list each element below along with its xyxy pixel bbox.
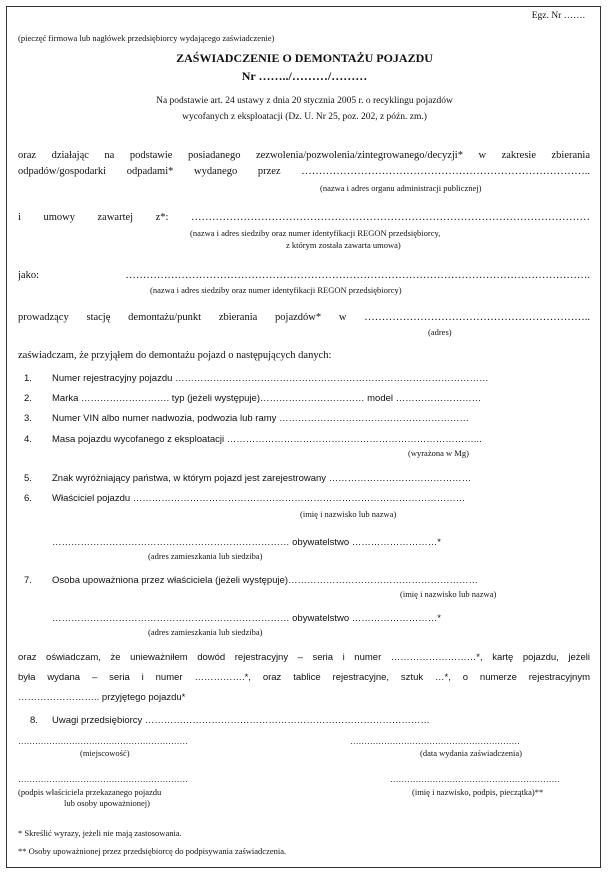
permit-line1: oraz działając na podstawie posiadanego zezwolenia/pozwolenia/zintegrowanego/decyzji* w zakresie zbierania xyxy=(18,150,590,161)
place-dots: …………………………………………………… xyxy=(18,736,188,746)
stamp-caption: (pieczęć firmowa lub nagłówek przedsiębiorcy wydającego zaświadczenie) xyxy=(18,33,275,43)
date-label: (data wydania zaświadczenia) xyxy=(420,748,522,758)
item-number: 3. xyxy=(24,413,32,424)
item-make-type-model: Marka ………………………. typ (jeżeli występuje)…………………………… model ……………………… xyxy=(52,393,482,404)
item-number: 4. xyxy=(24,434,32,445)
item-number: 1. xyxy=(24,373,32,384)
permit-hint: (nazwa i adres organu administracji publicznej) xyxy=(320,183,482,193)
legal-basis-line2: wycofanych z eksploatacji (Dz. U. Nr 25, poz. 202, z późn. zm.) xyxy=(182,112,427,122)
owner-address-hint: (adres zamieszkania lub siedziba) xyxy=(148,551,263,561)
item-vehicle-mass: Masa pojazdu wycofanego z eksploatacji ……………………………………………………………………... xyxy=(52,434,482,445)
item-registration-number: Numer rejestracyjny pojazdu ……………………………………………………………………………………… xyxy=(52,373,489,384)
item-number: 5. xyxy=(24,473,32,484)
owner-hint: (imię i nazwisko lub nazwa) xyxy=(300,509,397,519)
document-number: Nr ……../………/……… xyxy=(241,69,368,83)
authorized-hint: (imię i nazwisko lub nazwa) xyxy=(400,589,497,599)
mass-hint: (wyrażona w Mg) xyxy=(408,448,469,458)
issuer-signature-label: (imię i nazwisko, podpis, pieczątka)** xyxy=(412,787,544,797)
as-hint: (nazwa i adres siedziby oraz numer identyfikacji REGON przedsiębiorcy) xyxy=(150,285,402,295)
authorized-address-hint: (adres zamieszkania lub siedziba) xyxy=(148,627,263,637)
contract-line: i umowy zawartej z*: …………………………………………………………………………………………………… xyxy=(18,212,590,223)
as-line: jako: ……………………………………………………………………………………………………………………. xyxy=(18,270,590,281)
footnote-2: ** Osoby upoważnionej przez przedsiębiorcę do podpisywania zaświadczenia. xyxy=(18,846,287,856)
declaration-line2: była wydana – seria i numer …………….*, oraz tablice rejestracyjne, sztuk …*, o numerze rejestracyjnym xyxy=(18,672,590,683)
owner-signature-label2: lub osoby upoważnionej) xyxy=(64,798,150,808)
item-remarks: Uwagi przedsiębiorcy ……………………………………………………………………………… xyxy=(52,715,430,726)
station-line: prowadzący stację demontażu/punkt zbierania pojazdów* w ……………………………………………………….. xyxy=(18,312,590,323)
station-hint: (adres) xyxy=(428,327,452,337)
permit-line2: odpadów/gospodarki odpadami* wydanego przez ……………………………………………………………………….. xyxy=(18,166,590,177)
owner-signature-dots: …………………………………………………… xyxy=(18,774,188,784)
item-number: 8. xyxy=(30,715,38,726)
authorized-address-line: ………………………………………………………………… obywatelstwo ………………………* xyxy=(52,613,442,624)
place-label: (miejscowość) xyxy=(80,748,130,758)
item-vin: Numer VIN albo numer nadwozia, podwozia lub ramy …………………………………………………… xyxy=(52,413,470,424)
contract-hint1: (nazwa i adres siedziby oraz numer identyfikacji REGON przedsiębiorcy, xyxy=(190,228,441,238)
item-number: 2. xyxy=(24,393,32,404)
contract-hint2: z którym została zawarta umowa) xyxy=(286,240,401,250)
owner-address-line: ………………………………………………………………… obywatelstwo ………………………* xyxy=(52,537,442,548)
document-title: ZAŚWIADCZENIE O DEMONTAŻU POJAZDU xyxy=(176,51,433,65)
footnote-1: * Skreślić wyrazy, jeżeli nie mają zastosowania. xyxy=(18,828,182,838)
owner-signature-label1: (podpis właściciela przekazanego pojazdu xyxy=(18,787,162,797)
declaration-line3: …………………….. przyjętego pojazdu* xyxy=(18,692,186,703)
issuer-signature-dots: …………………………………………………… xyxy=(390,774,560,784)
statement-line: zaświadczam, że przyjąłem do demontażu pojazd o następujących danych: xyxy=(18,350,332,361)
item-authorized-person: Osoba upoważniona przez właściciela (jeżeli występuje)…………………………………………………… xyxy=(52,575,479,586)
declaration-line1: oraz oświadczam, że unieważniłem dowód rejestracyjny – seria i numer ………………………*, kartę pojazdu, jeżeli xyxy=(18,652,590,663)
item-owner: Właściciel pojazdu …………………………………………………………………………………………… xyxy=(52,493,466,504)
copy-number: Egz. Nr ……. xyxy=(531,11,585,21)
date-dots: …………………………………………………… xyxy=(350,736,520,746)
item-number: 7. xyxy=(24,575,32,586)
item-country-sign: Znak wyróżniający państwa, w którym pojazd jest zarejestrowany ……………………………………… xyxy=(52,473,472,484)
item-number: 6. xyxy=(24,493,32,504)
legal-basis-line1: Na podstawie art. 24 ustawy z dnia 20 stycznia 2005 r. o recyklingu pojazdów xyxy=(156,96,453,106)
